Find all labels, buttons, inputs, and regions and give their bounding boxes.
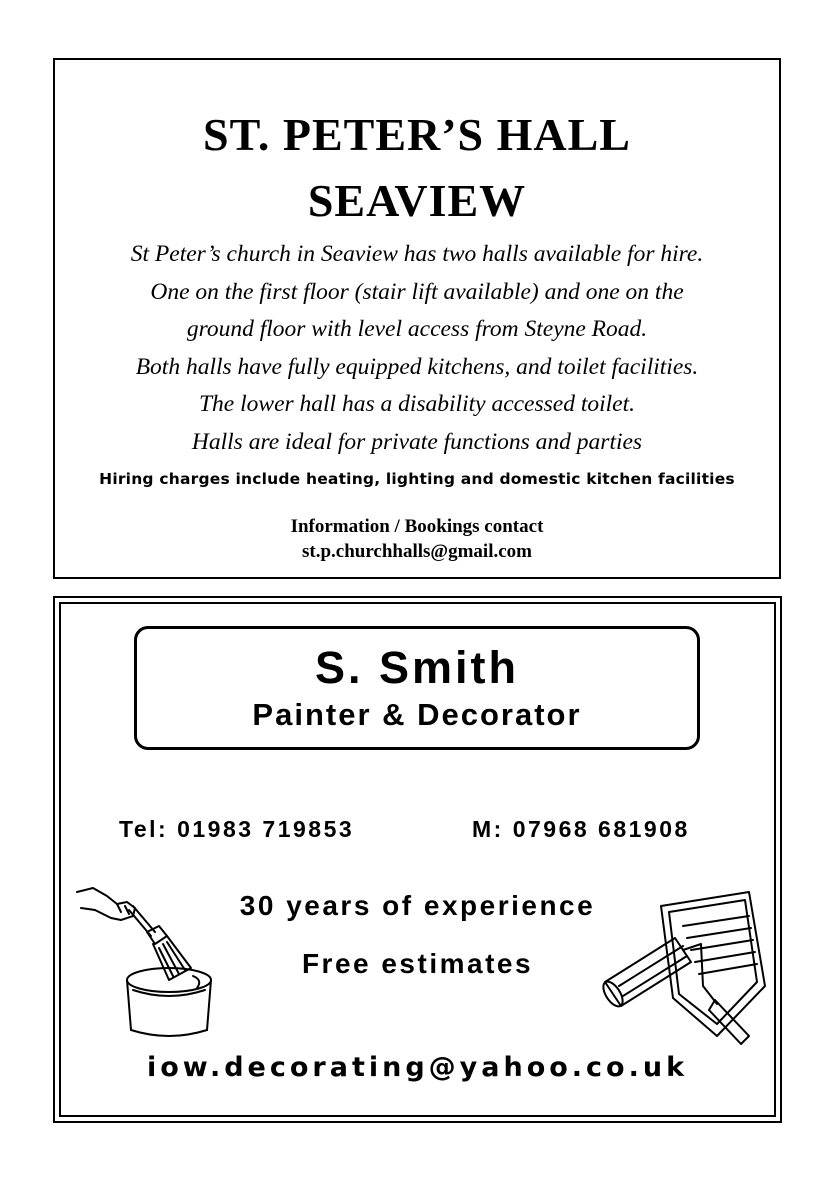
booking-contact xyxy=(55,514,779,564)
hall-advert xyxy=(53,58,781,579)
estimates-text: Free estimates xyxy=(301,948,534,979)
experience-text: 30 years of experience xyxy=(239,890,596,921)
description-line: Both halls have fully equipped kitchens, and toilet facilities. xyxy=(135,353,699,380)
hall-title: ST. PETER’S HALL xyxy=(203,109,631,160)
decorator-inner-frame xyxy=(59,602,776,1117)
contact-email: st.p.churchhalls@gmail.com xyxy=(301,541,533,562)
description-line: One on the first floor (stair lift available) and one on the xyxy=(150,278,684,305)
decorator-advert xyxy=(53,596,782,1123)
decorator-email: iow.decorating@yahoo.co.uk xyxy=(146,1052,689,1083)
telephone-number: Tel: 01983 719853 xyxy=(119,816,355,842)
hall-subtitle: SEAVIEW xyxy=(307,175,527,226)
hall-description xyxy=(55,236,779,462)
decorator-trade: Painter & Decorator xyxy=(252,697,582,732)
mobile-number: M: 07968 681908 xyxy=(472,816,690,842)
description-line: ground floor with level access from Steyne Road. xyxy=(186,316,648,343)
contact-label: Information / Bookings contact xyxy=(290,516,544,537)
paint-roller-and-tray-icon xyxy=(599,886,769,1051)
hiring-charges-note: Hiring charges include heating, lighting and domestic kitchen facilities xyxy=(99,470,735,488)
decorator-name-box xyxy=(134,626,700,750)
paintbrush-and-tin-icon xyxy=(73,880,233,1040)
description-line: St Peter’s church in Seaview has two halls available for hire. xyxy=(130,241,704,267)
decorator-name: S. Smith xyxy=(314,642,520,693)
description-line: The lower hall has a disability accessed toilet. xyxy=(198,391,635,418)
description-line: Halls are ideal for private functions and parties xyxy=(191,428,643,455)
